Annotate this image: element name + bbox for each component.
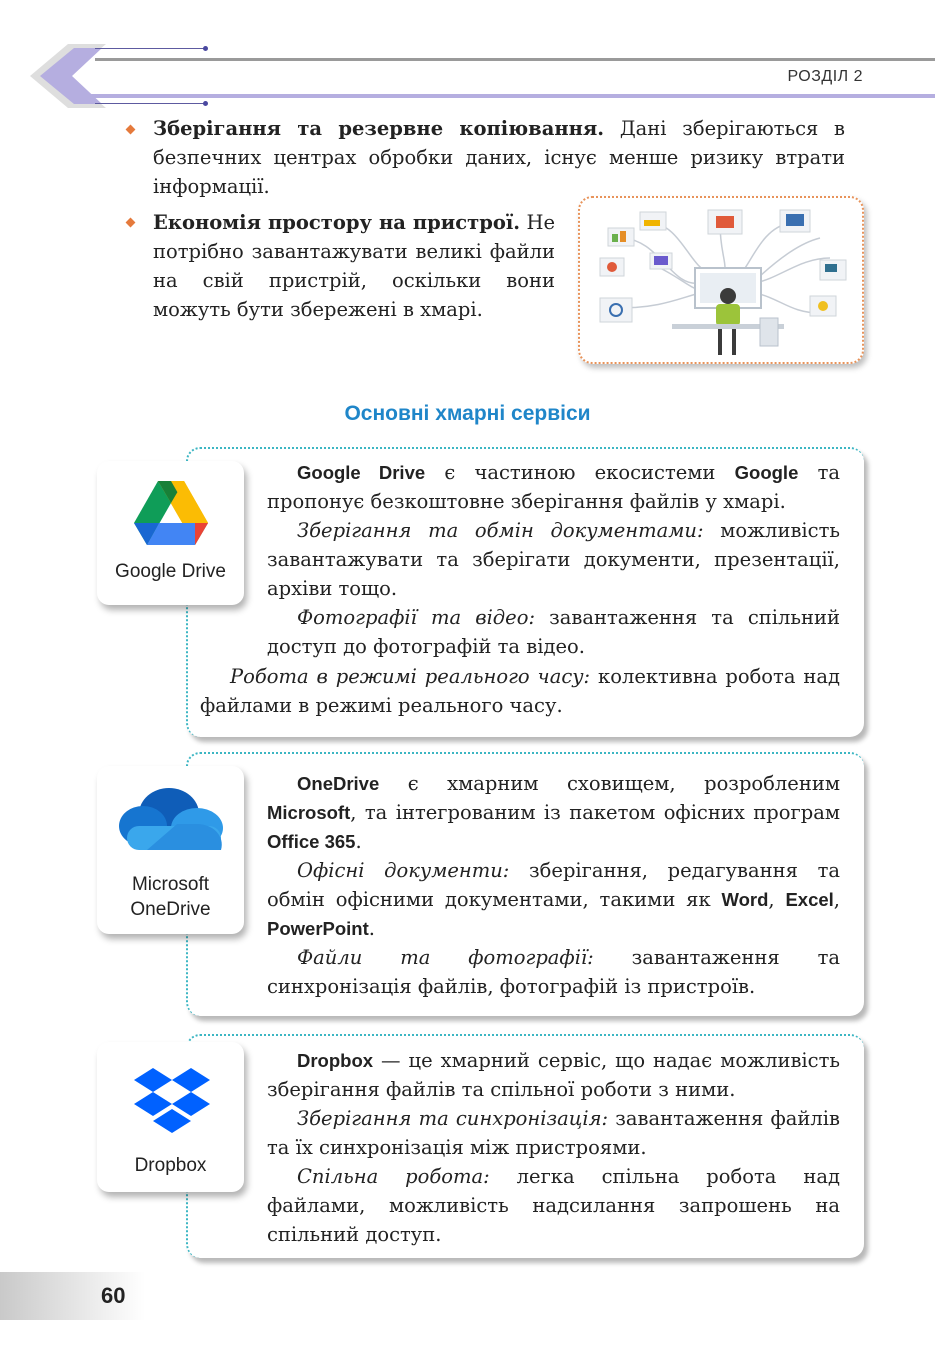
page-number: 60 <box>101 1283 126 1308</box>
header-rule-top <box>95 58 935 61</box>
feature-title: Робота в режимі реального часу: <box>230 665 591 688</box>
card-text: , <box>768 888 786 911</box>
bullet-marker <box>126 125 136 135</box>
dropbox-icon <box>134 1066 210 1138</box>
bullet-item <box>153 114 845 201</box>
logo-label-line: Microsoft <box>131 874 210 895</box>
brand-name: Dropbox <box>297 1050 374 1071</box>
feature-text: легка спільна робота над файлами, можливість надсилання запрошень на спільний доступ. <box>267 1165 840 1246</box>
feature-title: Офісні документи: <box>297 859 510 882</box>
card-text: — це хмарний сервіс, що надає можливість зберігання файлів та спільної роботи з ними. <box>267 1049 840 1101</box>
feature-title: Зберігання та синхронізація: <box>297 1107 609 1130</box>
card-text: . <box>368 917 375 940</box>
brand-name: Excel <box>785 889 834 910</box>
feature-text: можливість завантажувати та зберігати документи, презентації, архіви тощо. <box>267 519 840 600</box>
brand-name: PowerPoint <box>267 918 369 939</box>
card-text: є хмарним сховищем, розробленим <box>379 772 840 795</box>
card-text: . <box>355 830 362 853</box>
feature-text: зберігання, редагування та обмін офісними документами, такими як <box>267 859 840 911</box>
bullet-marker <box>126 218 136 228</box>
feature-title: Файли та фотографії: <box>297 946 594 969</box>
bullet-title: Зберігання та резервне копіювання. <box>153 117 605 140</box>
brand-name: OneDrive <box>297 773 380 794</box>
logo-box-onedrive <box>97 766 244 934</box>
card-body-google-drive-wide <box>200 662 840 720</box>
brand-name: Google Drive <box>297 462 426 483</box>
logo-label-line: OneDrive <box>130 899 211 920</box>
header-rule-bottom <box>90 94 935 98</box>
brand-name: Office 365 <box>267 831 356 852</box>
card-text: є частиною екосистеми <box>425 461 735 484</box>
network-diagram-icon <box>580 198 862 362</box>
feature-text: завантаження файлів та їх синхронізація між пристроями. <box>267 1107 840 1159</box>
feature-title: Фотографії та відео: <box>297 606 536 629</box>
header-thin-rule <box>95 48 205 49</box>
logo-label: Dropbox <box>134 1155 207 1176</box>
header-dot <box>203 101 208 106</box>
logo-box-google-drive <box>97 461 244 605</box>
feature-title: Зберігання та обмін документами: <box>297 519 704 542</box>
onedrive-cloud-icon <box>117 784 225 854</box>
google-drive-icon <box>134 479 208 545</box>
header-dot <box>203 46 208 51</box>
feature-text: завантаження та синхронізація файлів, фотографій із пристроїв. <box>267 946 840 998</box>
brand-name: Microsoft <box>267 802 351 823</box>
brand-name: Word <box>721 889 769 910</box>
card-body-dropbox <box>267 1046 840 1249</box>
bullet-body: Не потрібно завантажувати великі файли на свій пристрій, оскільки вони можуть бути збережені в хмарі. <box>153 211 555 321</box>
bullet-title: Економія простору на пристрої. <box>153 211 521 234</box>
feature-text: колективна робота над файлами в режимі реального часу. <box>200 665 840 717</box>
card-text: , <box>833 888 840 911</box>
section-heading: Основні хмарні сервіси <box>344 402 591 425</box>
bullet-item <box>153 208 555 324</box>
card-body-google-drive <box>267 458 840 661</box>
page-number-tab <box>0 1272 145 1320</box>
header-thin-rule <box>95 103 205 104</box>
card-text: , та інтегрованим із пакетом офісних програм <box>350 801 840 824</box>
section-label: РОЗДІЛ 2 <box>787 68 863 85</box>
feature-text: завантаження та спільний доступ до фотографій та відео. <box>267 606 840 658</box>
card-text: та пропонує безкоштовне зберігання файлів у хмарі. <box>267 461 840 513</box>
logo-box-dropbox <box>97 1042 244 1192</box>
bullet-body: Дані зберігаються в безпечних центрах обробки даних, існує менше ризику втрати інформації. <box>153 117 845 198</box>
chevron-decoration-icon <box>28 42 108 110</box>
card-body-onedrive <box>267 769 840 1001</box>
logo-label <box>97 872 244 922</box>
brand-name: Google <box>734 462 799 483</box>
feature-title: Спільна робота: <box>297 1165 490 1188</box>
logo-label: Google Drive <box>115 561 226 582</box>
cloud-network-illustration <box>578 196 864 364</box>
